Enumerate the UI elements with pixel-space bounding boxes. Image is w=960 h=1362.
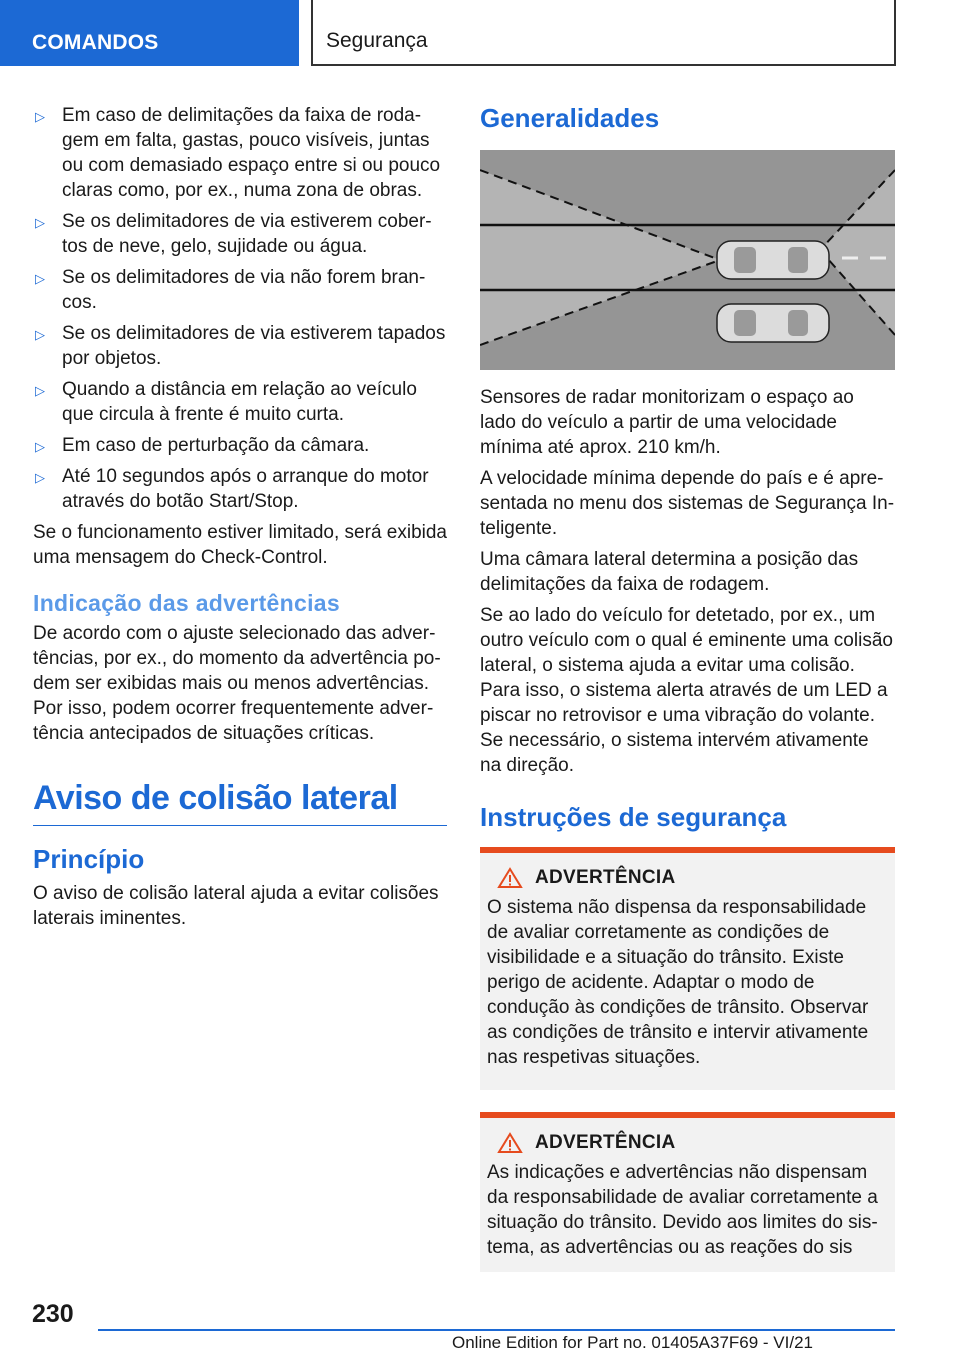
warning-triangle-icon	[497, 1132, 523, 1154]
list-item: ▷ Quando a distância em relação ao veículo que circula à frente é muito curta.	[35, 379, 417, 425]
paragraph: A velocidade mínima depende do país e é apresentada no menu dos sistemas de Segurança Inteligente.	[480, 468, 895, 539]
left-column	[33, 103, 447, 937]
triangle-right-icon: ▷	[35, 271, 45, 286]
warnings-heading: Indicação das advertências	[33, 590, 340, 616]
warnings-text: De acordo com o ajuste selecionado das advertências, por ex., do momento da advertência podem ser exibidas mais ou menos advertências. Por isso, podem ocorrer frequentemente advertência antecipados de situações críticas.	[33, 623, 441, 744]
limitations-list	[33, 103, 447, 514]
list-item: ▷ Se os delimitadores de via não forem brancos.	[35, 267, 426, 313]
page-header	[0, 0, 960, 66]
side-collision-diagram	[480, 150, 895, 370]
principle-text: O aviso de colisão lateral ajuda a evitar colisões laterais iminentes.	[33, 883, 439, 929]
safety-heading: Instruções de segurança	[480, 802, 787, 832]
triangle-right-icon: ▷	[35, 383, 45, 398]
triangle-right-icon: ▷	[35, 470, 45, 485]
warning-header	[487, 1132, 885, 1154]
car-icon	[717, 241, 829, 279]
edition-footer: Online Edition for Part no. 01405A37F69 - VI/21	[452, 1333, 814, 1352]
warning-title: ADVERTÊNCIA	[535, 1132, 676, 1153]
car-icon	[717, 304, 829, 342]
triangle-right-icon: ▷	[35, 215, 45, 230]
warning-text: O sistema não dispensa da responsabilidade de avaliar corretamente as condições de visibilidade e a situação do trânsito. Existe perigo de acidente. Adaptar o modo de condução às condições de trânsito. Observar as condições de trânsito e intervir ativamente nas respetivas situações.	[487, 897, 869, 1068]
list-item: ▷ Em caso de perturbação da câmara.	[33, 433, 447, 458]
paragraph: Sensores de radar monitorizam o espaço ao lado do veículo a partir de uma velocidade mínima até aprox. 210 km/h.	[480, 387, 854, 458]
warning-triangle-icon	[497, 867, 523, 889]
warning-text: As indicações e advertências não dispensam da responsabilidade de avaliar corretamente a situação do trânsito. Devido aos limites do sistema, as advertências ou as reações do sis	[487, 1162, 878, 1258]
right-column	[480, 103, 895, 1272]
principle-heading: Princípio	[33, 844, 145, 874]
triangle-right-icon: ▷	[35, 439, 45, 454]
triangle-right-icon: ▷	[35, 109, 45, 124]
warning-box	[480, 1112, 895, 1272]
list-item: ▷ Se os delimitadores de via estiverem tapados por objetos.	[35, 323, 446, 369]
section-title: Segurança	[311, 0, 896, 66]
limited-function-text: Se o funcionamento estiver limitado, será exibida uma mensagem do Check-Control.	[33, 522, 448, 568]
warning-title: ADVERTÊNCIA	[535, 867, 676, 888]
list-item: ▷ Em caso de delimitações da faixa de rodagem em falta, gastas, pouco visíveis, juntas ou com demasiado espaço entre si ou pouco claras como, por ex., numa zona de obras.	[35, 105, 441, 201]
main-heading: Aviso de colisão lateral	[33, 779, 447, 826]
triangle-right-icon: ▷	[35, 327, 45, 342]
general-heading: Generalidades	[480, 103, 660, 133]
paragraph: Se ao lado do veículo for detetado, por ex., um outro veículo com o qual é eminente uma colisão lateral, o sistema ajuda a evitar uma colisão. Para isso, o sistema alerta através de um LED a piscar no retrovisor e uma vibração do volante. Se necessário, o sistema intervém ativamente na direção.	[480, 605, 893, 776]
warning-box	[480, 847, 895, 1090]
footer-divider	[98, 1329, 895, 1331]
chapter-tab[interactable]: COMANDOS	[0, 0, 299, 66]
list-item: ▷ Até 10 segundos após o arranque do motor através do botão Start/Stop.	[35, 466, 429, 512]
page-number: 230	[32, 1300, 74, 1328]
list-item: ▷ Se os delimitadores de via estiverem cobertos de neve, gelo, sujidade ou água.	[35, 211, 432, 257]
warning-header	[487, 867, 885, 889]
paragraph: Uma câmara lateral determina a posição das delimitações da faixa de rodagem.	[480, 549, 859, 595]
